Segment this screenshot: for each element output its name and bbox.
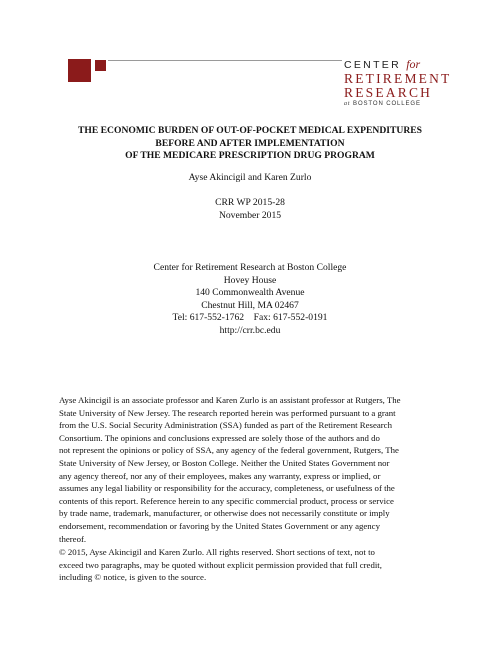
working-paper-date: November 2015: [218, 209, 282, 221]
wordmark-center: CENTER: [344, 59, 401, 71]
paper-title: [40, 125, 460, 163]
crr-wordmark: [344, 57, 452, 109]
paragraph-line: State University of New Jersey, or Boston College. Neither the United States Government nor: [59, 457, 390, 468]
wordmark-for: for: [406, 57, 421, 71]
paragraph-line: from the U.S. Social Security Administration (SSA) funded as part of the Retirement Research: [59, 420, 392, 431]
working-paper-info: [40, 197, 460, 222]
address-line: Hovey House: [223, 274, 277, 286]
address-line: Center for Retirement Research at Boston College: [153, 262, 347, 273]
address-line: 140 Commonwealth Avenue: [195, 287, 305, 298]
paragraph-line: contents of this report. Reference herein to any specific commercial product, process or service: [59, 495, 394, 506]
disclaimer-paragraph: [59, 394, 443, 545]
address-block: [40, 262, 460, 337]
website-link[interactable]: http://crr.bc.edu: [219, 324, 281, 336]
paragraph-line: any agency thereof, nor any of their employees, makes any warranty, express or implied, or: [59, 470, 381, 481]
wordmark-line-center: [344, 58, 434, 72]
paragraph-line: thereof.: [59, 533, 87, 544]
wordmark-research: RESEARCH: [344, 85, 433, 100]
title-line: THE ECONOMIC BURDEN OF OUT-OF-POCKET MEDICAL EXPENDITURES: [78, 125, 422, 136]
copyright-paragraph: [59, 546, 443, 584]
title-line: OF THE MEDICARE PRESCRIPTION DRUG PROGRAM: [125, 150, 375, 161]
paragraph-line: assumes any legal liability or responsibility for the accuracy, completeness, or usefulness of the: [59, 483, 395, 494]
wordmark-at: at: [344, 101, 351, 107]
paragraph-line: Consortium. The opinions and conclusions expressed are solely those of the authors and do: [59, 432, 380, 443]
paragraph-line: endorsement, recommendation or favoring by the United States Government or any agency: [59, 520, 380, 531]
header-rule: [108, 60, 342, 61]
paragraph-line: including © notice, is given to the source.: [59, 572, 207, 583]
paragraph-line: Ayse Akincigil is an associate professor and Karen Zurlo is an assistant professor at Rutgers, The: [59, 395, 401, 405]
logo-square-large: [68, 59, 91, 82]
logo-squares-icon: [68, 59, 108, 83]
paragraph-line: exceed two paragraphs, may be quoted without explicit permission provided that full credit,: [59, 559, 382, 570]
working-paper-number: CRR WP 2015-28: [215, 197, 285, 208]
paragraph-line: © 2015, Ayse Akincigil and Karen Zurlo. All rights reserved. Short sections of text, not to: [59, 547, 375, 557]
paragraph-line: not represent the opinions or policy of SSA, any agency of the federal government, Rutgers, The: [59, 445, 399, 456]
address-line: Tel: 617-552-1762 Fax: 617-552-0191: [172, 312, 328, 323]
paragraph-line: by trade name, trademark, manufacturer, or otherwise does not necessarily constitute or imply: [59, 508, 390, 519]
logo-square-small: [95, 60, 106, 71]
address-line: Chestnut Hill, MA 02467: [201, 299, 299, 311]
title-line: BEFORE AND AFTER IMPLEMENTATION: [155, 137, 345, 149]
author-names: Ayse Akincigil and Karen Zurlo: [188, 172, 312, 183]
wordmark-retirement: RETIREMENT: [344, 71, 452, 86]
wordmark-boston-college: BOSTON COLLEGE: [353, 101, 421, 107]
paragraph-line: State University of New Jersey. The research reported herein was performed pursuant to a grant: [59, 407, 396, 418]
authors: [40, 172, 460, 185]
wordmark-line-bc: [344, 100, 434, 109]
